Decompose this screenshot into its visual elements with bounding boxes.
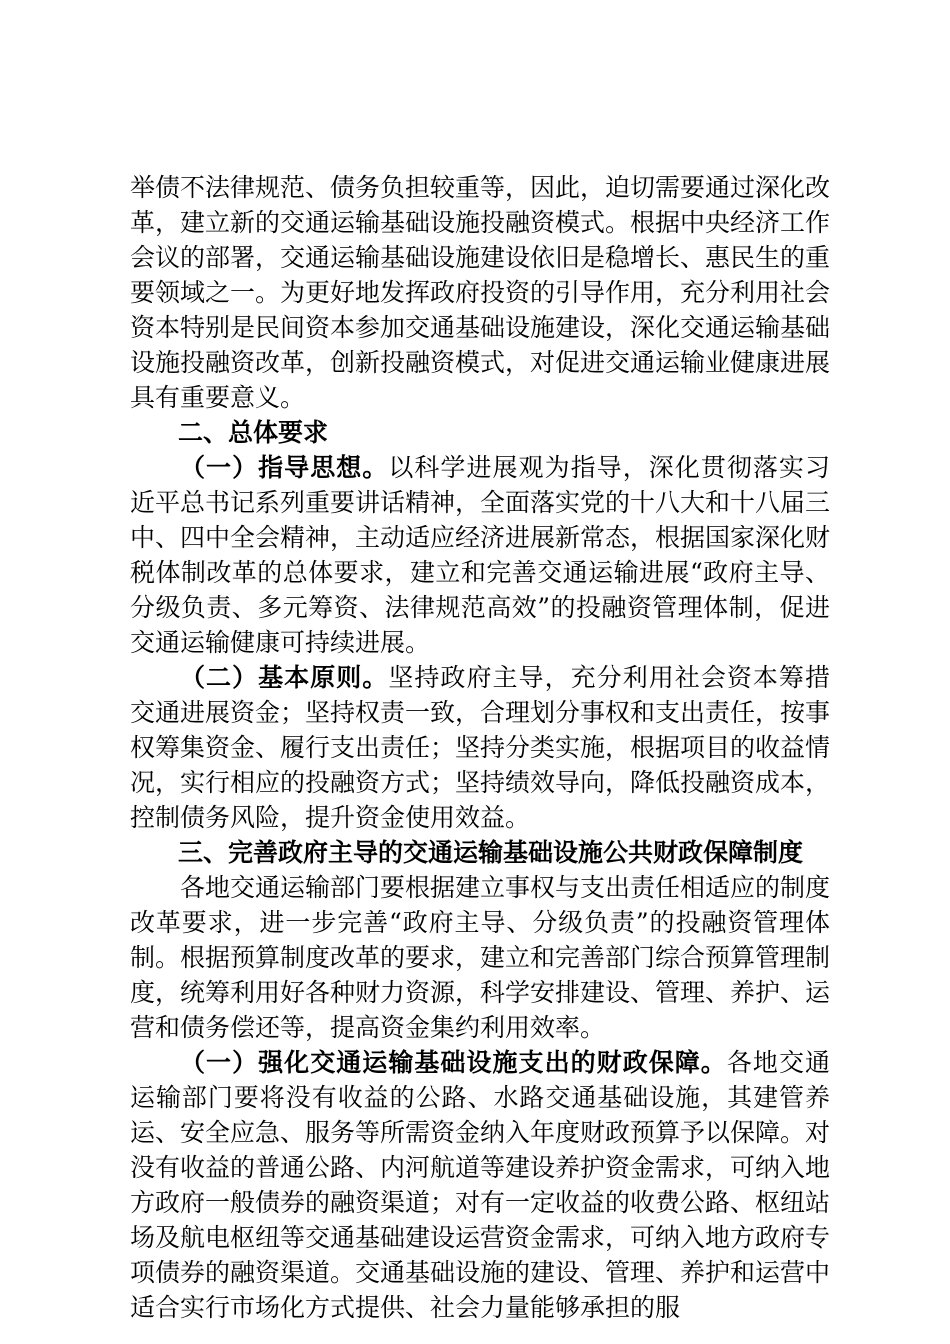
document-page [130, 170, 830, 1325]
strengthen-fiscal-lead: （一）强化交通运输基础设施支出的财政保障。 [180, 1048, 727, 1077]
guiding-thought-body: 以科学进展观为指导，深化贯彻落实习近平总书记系列重要讲话精神，全面落实党的十八大和十八届三中、四中全会精神，主动适应经济进展新常态，根据国家深化财税体制改革的总体要求，建立和完善交通运输进展“政府主导、分级负责、多元筹资、法律规范高效”的投融资管理体制，促进交通运输健康可持续进展。 [130, 453, 831, 657]
guiding-thought-paragraph [130, 450, 830, 660]
basic-principles-body: 坚持政府主导，充分利用社会资本筹措交通进展资金；坚持权责一致，合理划分事权和支出责任，按事权筹集资金、履行支出责任；坚持分类实施，根据项目的收益情况，实行相应的投融资方式；坚持绩效导向，降低投融资成本，控制债务风险，提升资金使用效益。 [130, 663, 831, 832]
guiding-thought-lead: （一）指导思想。 [180, 453, 389, 482]
basic-principles-lead: （二）基本原则。 [180, 663, 389, 692]
fiscal-guarantee-paragraph: 各地交通运输部门要根据建立事权与支出责任相适应的制度改革要求，进一步完善“政府主导、分级负责”的投融资管理体制。根据预算制度改革的要求，建立和完善部门综合预算管理制度，统筹利用好各种财力资源，科学安排建设、管理、养护、运营和债务偿还等，提高资金集约利用效率。 [130, 873, 831, 1042]
section-heading-overall-requirements: 二、总体要求 [178, 418, 329, 447]
section-heading-fiscal-guarantee: 三、完善政府主导的交通运输基础设施公共财政保障制度 [178, 838, 804, 867]
intro-paragraph: 举债不法律规范、债务负担较重等，因此，迫切需要通过深化改革，建立新的交通运输基础设施投融资模式。根据中央经济工作会议的部署，交通运输基础设施建设依旧是稳增长、惠民生的重要领域之一。为更好地发挥政府投资的引导作用，充分利用社会资本特别是民间资本参加交通基础设施建设，深化交通运输基础设施投融资改革，创新投融资模式，对促进交通运输业健康进展具有重要意义。 [130, 173, 831, 412]
strengthen-fiscal-paragraph [130, 1045, 830, 1325]
basic-principles-paragraph [130, 660, 830, 835]
strengthen-fiscal-body: 各地交通运输部门要将没有收益的公路、水路交通基础设施，其建管养运、安全应急、服务等所需资金纳入年度财政预算予以保障。对没有收益的普通公路、内河航道等建设养护资金需求，可纳入地方政府一般债券的融资渠道；对有一定收益的收费公路、枢纽站场及航电枢纽等交通基础建设运营资金需求，可纳入地方政府专项债券的融资渠道。交通基础设施的建设、管理、养护和运营中适合实行市场化方式提供、社会力量能够承担的服 [130, 1048, 831, 1322]
